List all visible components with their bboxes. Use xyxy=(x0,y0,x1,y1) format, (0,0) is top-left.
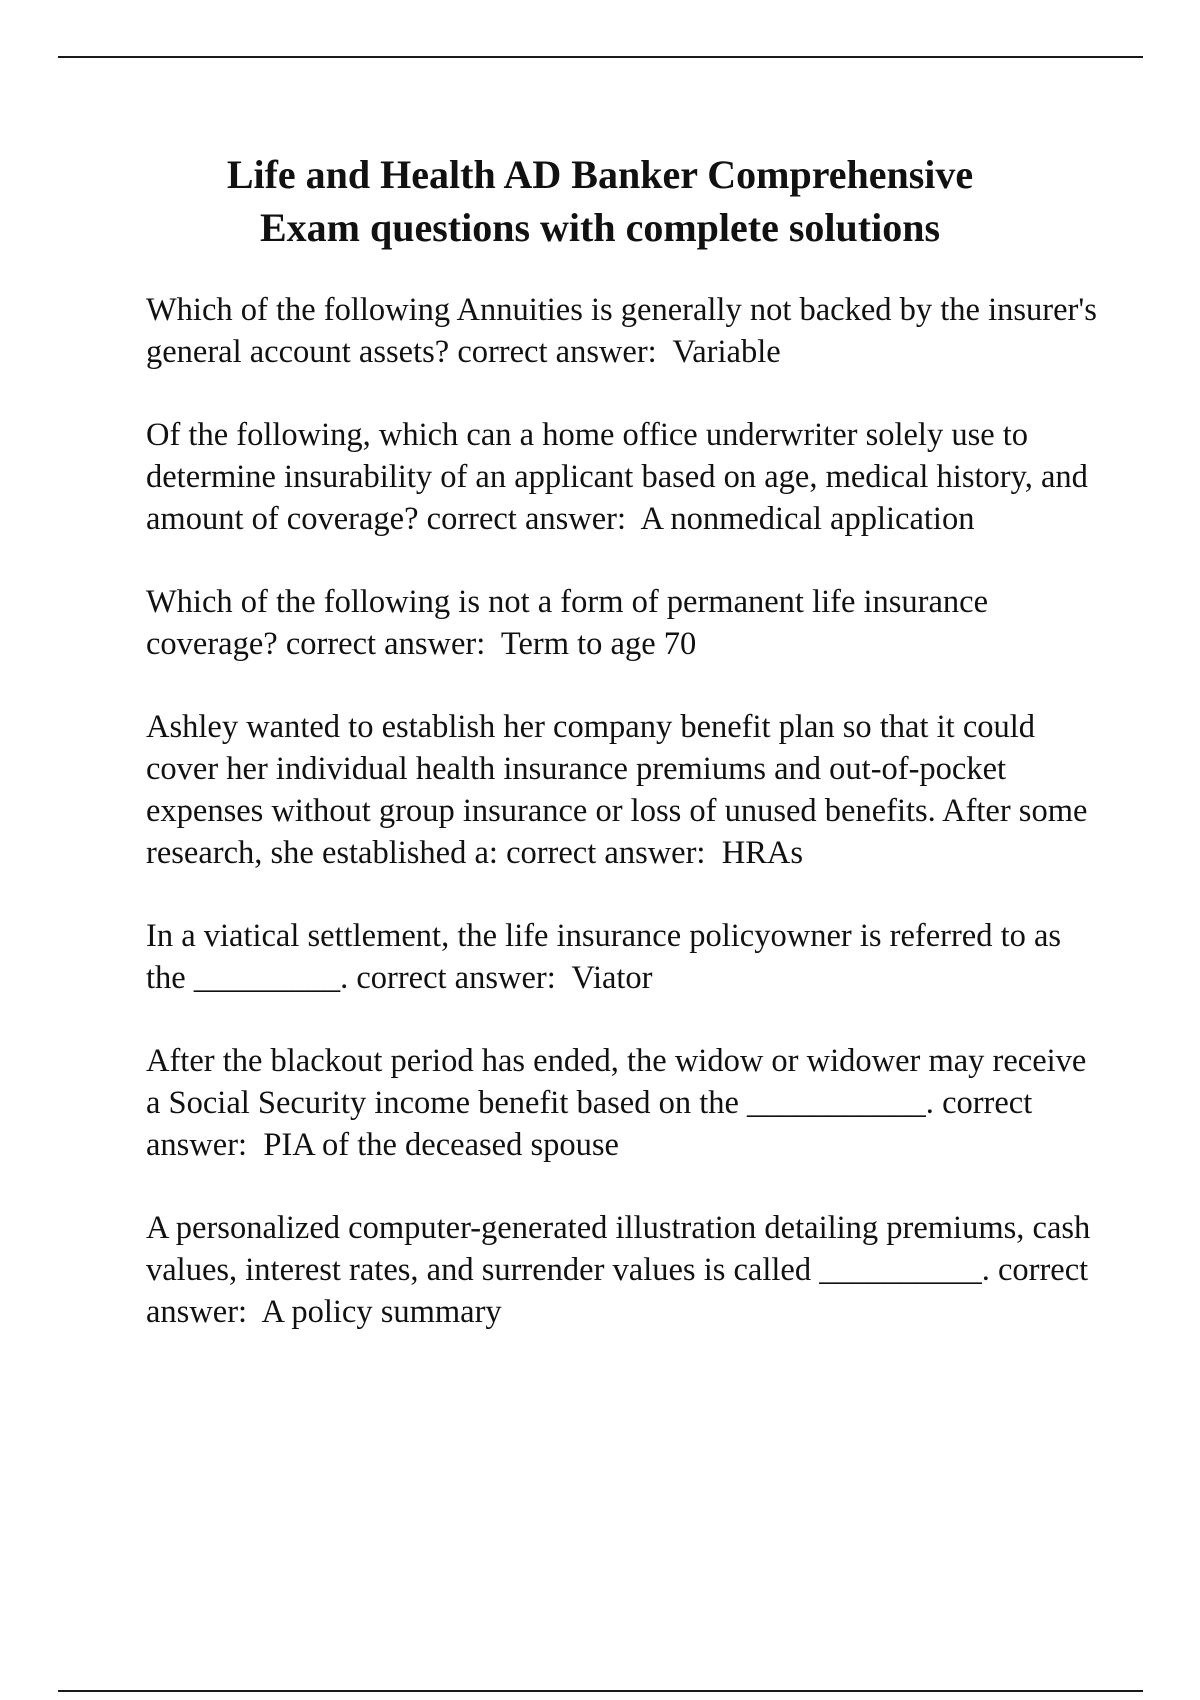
answer-label: correct answer: xyxy=(506,835,706,871)
question-text: Of the following, which can a home office underwriter solely use to determine insurability of an applicant based on age, medical history, and amount of coverage? xyxy=(146,417,1088,537)
title-line-2: Exam questions with complete solutions xyxy=(259,205,941,250)
answer-label: correct answer: xyxy=(356,960,556,996)
qa-item xyxy=(146,414,1106,540)
answer-label: correct answer: xyxy=(426,501,627,537)
question-text: A personalized computer-generated illustration detailing premiums, cash values, interest rates, and surrender values is called __________. xyxy=(146,1210,1091,1288)
document-title xyxy=(100,148,1100,254)
answer-label: correct answer: xyxy=(146,1085,1033,1163)
answer-text: PIA of the deceased spouse xyxy=(263,1127,619,1163)
qa-item xyxy=(146,915,1106,999)
answer-text: A nonmedical application xyxy=(640,501,975,537)
qa-item xyxy=(146,706,1106,874)
answer-label: correct answer: xyxy=(457,334,657,370)
answer-label: correct answer: xyxy=(146,1252,1089,1330)
title-line-1: Life and Health AD Banker Comprehensive xyxy=(226,152,974,197)
answer-text: Term to age 70 xyxy=(500,626,697,662)
qa-item xyxy=(146,1040,1106,1166)
question-text: Ashley wanted to establish her company benefit plan so that it could cover her individual health insurance premiums and out-of-pocket expenses without group insurance or loss of unused benefits. After some research, she established a: xyxy=(146,709,1088,871)
answer-text: HRAs xyxy=(721,835,803,871)
qa-item xyxy=(146,1207,1106,1333)
question-text: Which of the following Annuities is generally not backed by the insurer's general account assets? xyxy=(146,292,1097,370)
question-list xyxy=(146,289,1106,1374)
question-text: Which of the following is not a form of permanent life insurance coverage? xyxy=(146,584,989,662)
qa-item xyxy=(146,581,1106,665)
qa-item xyxy=(146,289,1106,373)
answer-label: correct answer: xyxy=(285,626,486,662)
answer-text: A policy summary xyxy=(261,1294,502,1330)
header-rule xyxy=(58,56,1143,58)
question-text: In a viatical settlement, the life insurance policyowner is referred to as the _________. xyxy=(146,918,1062,996)
answer-text: Variable xyxy=(672,334,781,370)
footer-rule xyxy=(58,1690,1143,1692)
question-text: After the blackout period has ended, the widow or widower may receive a Social Security income benefit based on the ___________. xyxy=(146,1043,1087,1121)
answer-text: Viator xyxy=(571,960,653,996)
